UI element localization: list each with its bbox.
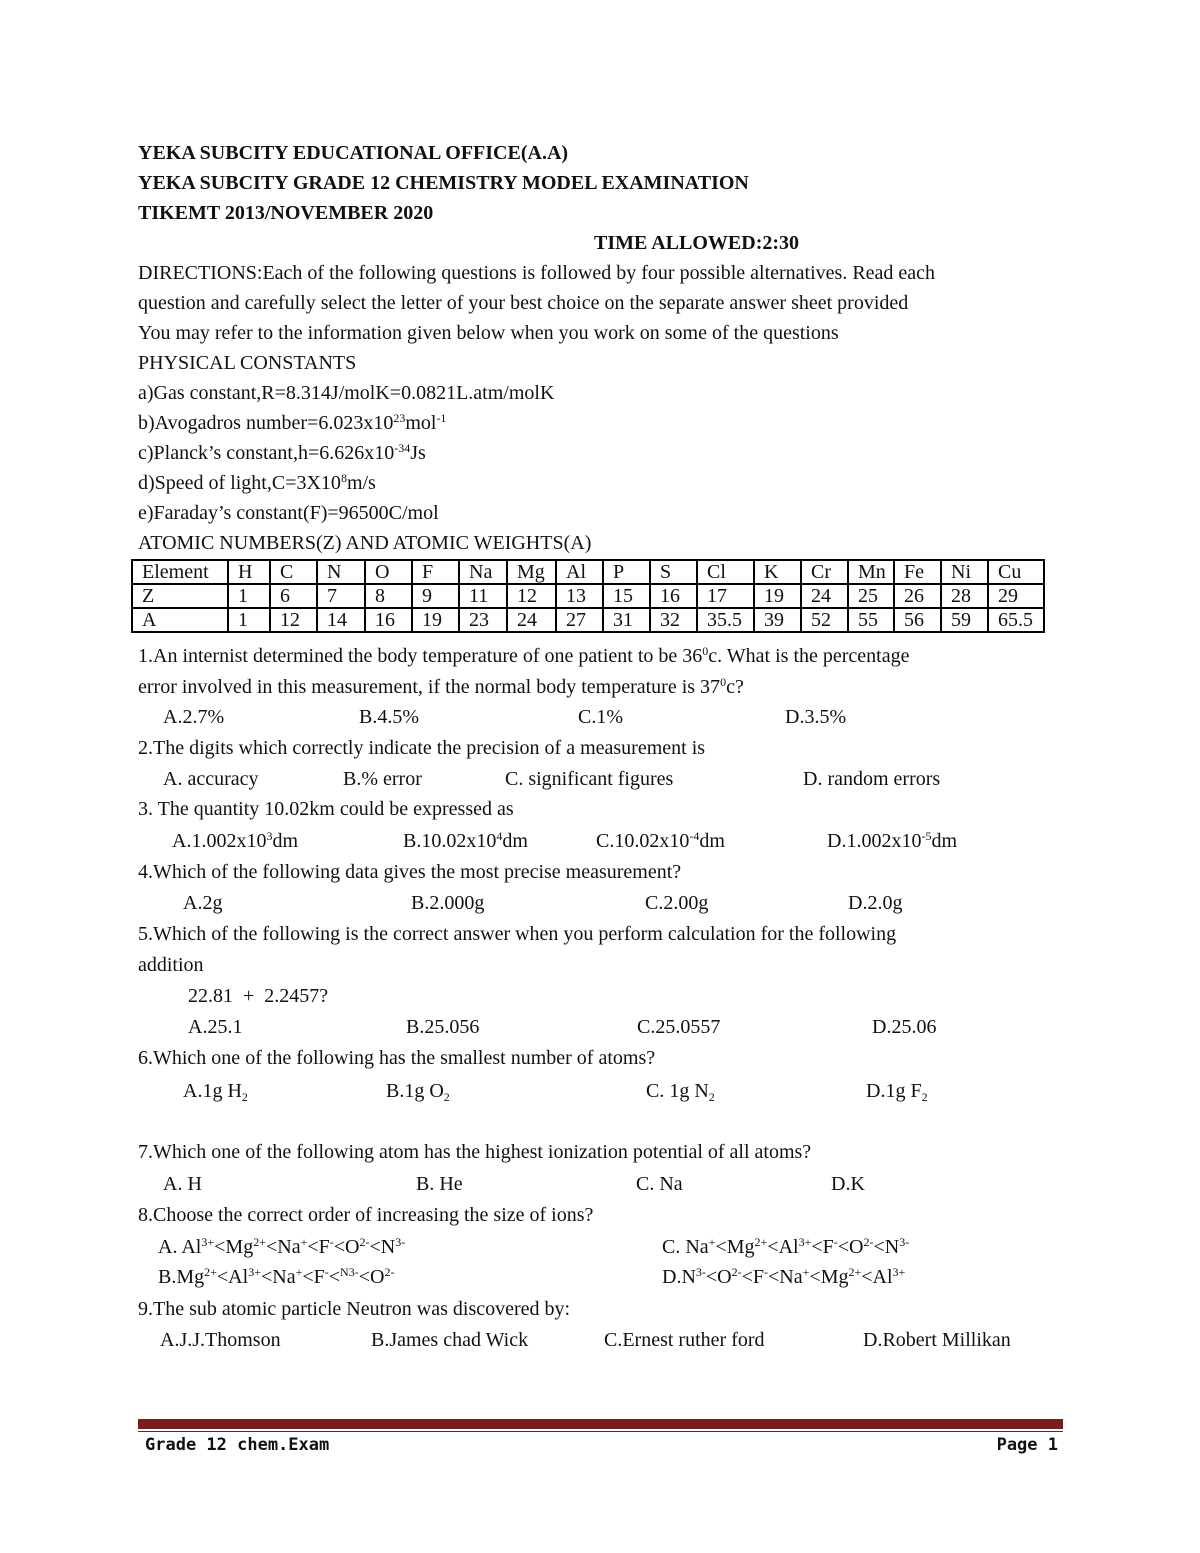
table-cell: F (412, 560, 459, 584)
table-cell: 52 (801, 608, 848, 632)
q5-option-b[interactable]: B.25.056 (406, 1016, 480, 1038)
q8-text: 8.Choose the correct order of increasing the size of ions? (138, 1204, 594, 1226)
q3-option-c[interactable]: $C.10.02x10^{-4}dm$ (596, 829, 725, 852)
constant-faraday: e)Faraday’s constant(F)=96500C/mol (138, 502, 439, 524)
footer-rule (138, 1419, 1063, 1429)
q3-option-d[interactable]: $D.1.002x10^{-5}dm$ (827, 829, 958, 852)
table-cell: 6 (270, 584, 317, 608)
table-cell: 26 (894, 584, 941, 608)
table-cell: 35.5 (697, 608, 754, 632)
table-cell: 7 (317, 584, 365, 608)
q6-option-c[interactable]: C. 1g $N_2$ (646, 1080, 715, 1104)
q6-option-a[interactable]: A.1g $H_2$ (183, 1080, 248, 1104)
q7-option-d[interactable]: D.K (831, 1173, 865, 1195)
directions-line3: You may refer to the information given below when you work on some of the questions (138, 322, 839, 344)
table-row (132, 560, 1044, 584)
q5-option-c[interactable]: C.25.0557 (637, 1016, 721, 1038)
table-cell: 12 (270, 608, 317, 632)
q4-option-b[interactable]: B.2.000g (411, 892, 485, 914)
q2-text: 2.The digits which correctly indicate the precision of a measurement is (138, 737, 706, 759)
table-cell: Mn (848, 560, 894, 584)
table-cell: Cr (801, 560, 848, 584)
table-cell: S (650, 560, 697, 584)
q8-option-b[interactable]: $B.Mg^{2+}<Al^{3+}<Na^+<F^-<^{N3-}<O^{2-}$ (158, 1265, 395, 1288)
q1-option-c[interactable]: C.1% (578, 706, 623, 728)
table-cell: 25 (848, 584, 894, 608)
header-office: YEKA SUBCITY EDUCATIONAL OFFICE(A.A) (138, 142, 569, 164)
footer-left: Grade 12 chem.Exam (145, 1435, 330, 1455)
footer-rule-thin (138, 1431, 1063, 1432)
constants-title: PHYSICAL CONSTANTS (138, 352, 357, 374)
time-allowed: TIME ALLOWED:2:30 (594, 232, 800, 254)
table-cell: C (270, 560, 317, 584)
table-cell: 16 (365, 608, 412, 632)
table-cell: Cl (697, 560, 754, 584)
table-cell: K (754, 560, 801, 584)
table-row (132, 608, 1044, 632)
table-cell: 19 (412, 608, 459, 632)
table-row-header: Z (132, 584, 228, 608)
q1-text-line2: error involved in this measurement, if the normal body temperature is $37^0c$? (138, 675, 744, 698)
table-cell: 11 (459, 584, 507, 608)
table-cell: 23 (459, 608, 507, 632)
q5-text-line2: addition (138, 954, 204, 976)
constant-light: d)Speed of $light,C=3X10^8m/s$ (138, 471, 376, 494)
table-cell: Fe (894, 560, 941, 584)
table-cell: 32 (650, 608, 697, 632)
table-cell: 13 (556, 584, 603, 608)
table-cell: Al (556, 560, 603, 584)
q3-option-a[interactable]: $A.1.002x10^3dm$ (172, 829, 299, 852)
constant-avogadro: b)Avogadros $number=6.023x10^{23}mol^{-1}$ (138, 411, 447, 434)
header-date: TIKEMT 2013/NOVEMBER 2020 (138, 202, 434, 224)
q9-option-a[interactable]: A.J.J.Thomson (160, 1329, 281, 1351)
table-cell: Na (459, 560, 507, 584)
table-cell: 29 (988, 584, 1044, 608)
directions-line2: question and carefully select the letter of your best choice on the separate answer sheet provided (138, 292, 909, 314)
q1-option-b[interactable]: B.4.5% (359, 706, 419, 728)
table-cell: 65.5 (988, 608, 1044, 632)
table-cell: P (603, 560, 650, 584)
table-cell: 8 (365, 584, 412, 608)
q4-option-a[interactable]: A.2g (183, 892, 223, 914)
table-cell: 24 (507, 608, 556, 632)
q5-expression: 22.81 + 2.2457? (188, 985, 329, 1007)
table-cell: 56 (894, 608, 941, 632)
table-row-header: A (132, 608, 228, 632)
q8-option-a[interactable]: A. $Al^{3+}<Mg^{2+}<Na^+<F^-<O^{2-}<N^{3-}$ (158, 1235, 406, 1258)
table-cell: Cu (988, 560, 1044, 584)
atomic-table (131, 559, 1045, 633)
q2-option-b[interactable]: B.% error (343, 768, 422, 790)
q6-option-d[interactable]: D.1g $F_2$ (866, 1080, 928, 1104)
q5-text-line1: 5.Which of the following is the correct answer when you perform calculation for the following (138, 923, 897, 945)
q6-option-b[interactable]: B.1g $O_2$ (386, 1080, 450, 1104)
constant-planck: c)Planck’s $constant,h=6.626x10^{-34}Js$ (138, 441, 426, 464)
q6-text: 6.Which one of the following has the smallest number of atoms? (138, 1047, 656, 1069)
q7-option-c[interactable]: C. Na (636, 1173, 683, 1195)
q4-option-c[interactable]: C.2.00g (645, 892, 709, 914)
q4-text: 4.Which of the following data gives the most precise measurement? (138, 861, 682, 883)
table-cell: Mg (507, 560, 556, 584)
q7-option-a[interactable]: A. H (163, 1173, 202, 1195)
q2-option-d[interactable]: D. random errors (803, 768, 941, 790)
q7-text: 7.Which one of the following atom has the highest ionization potential of all atoms? (138, 1141, 812, 1163)
q1-option-a[interactable]: A.2.7% (163, 706, 225, 728)
q4-option-d[interactable]: D.2.0g (848, 892, 903, 914)
table-cell: 9 (412, 584, 459, 608)
q3-text: 3. The quantity 10.02km could be expressed as (138, 798, 514, 820)
q1-text-line1: 1.An internist determined the body temperature of one patient to be $36^0c$. What is the percentage (138, 644, 910, 667)
table-cell: 17 (697, 584, 754, 608)
table-cell: N (317, 560, 365, 584)
q3-option-b[interactable]: $B.10.02x10^4dm$ (403, 829, 528, 852)
table-cell: 24 (801, 584, 848, 608)
table-cell: 55 (848, 608, 894, 632)
q2-option-c[interactable]: C. significant figures (505, 768, 674, 790)
q9-text: 9.The sub atomic particle Neutron was discovered by: (138, 1298, 571, 1320)
q2-option-a[interactable]: A. accuracy (163, 768, 259, 790)
table-cell: 31 (603, 608, 650, 632)
table-cell: 39 (754, 608, 801, 632)
table-cell: 59 (941, 608, 988, 632)
table-cell: 14 (317, 608, 365, 632)
q9-option-d[interactable]: D.Robert Millikan (863, 1329, 1011, 1351)
table-cell: 1 (228, 584, 270, 608)
table-row-header: Element (132, 560, 228, 584)
table-cell: Ni (941, 560, 988, 584)
q9-option-b[interactable]: B.James chad Wick (371, 1329, 529, 1351)
table-row (132, 584, 1044, 608)
q8-option-d[interactable]: $D.N^{3-}<O^{2-}<F^-<Na^+<Mg^{2+}<Al^{3+}$ (662, 1265, 906, 1288)
q5-option-a[interactable]: A.25.1 (188, 1016, 243, 1038)
table-cell: 16 (650, 584, 697, 608)
table-cell: 15 (603, 584, 650, 608)
table-title: ATOMIC NUMBERS(Z) AND ATOMIC WEIGHTS(A) (138, 532, 592, 554)
directions-line1: DIRECTIONS:Each of the following questions is followed by four possible alternatives. Read each (138, 262, 936, 284)
table-cell: 27 (556, 608, 603, 632)
q8-option-c[interactable]: C. $Na^+<Mg^{2+}<Al^{3+}<F^-<O^{2-}<N^{3-}$ (662, 1235, 910, 1258)
table-cell: 12 (507, 584, 556, 608)
header-exam-title: YEKA SUBCITY GRADE 12 CHEMISTRY MODEL EXAMINATION (138, 172, 749, 194)
table-cell: 28 (941, 584, 988, 608)
constant-gas: a)Gas constant,R=8.314J/molK=0.0821L.atm/molK (138, 382, 555, 404)
q5-option-d[interactable]: D.25.06 (872, 1016, 937, 1038)
table-cell: O (365, 560, 412, 584)
table-cell: H (228, 560, 270, 584)
table-cell: 19 (754, 584, 801, 608)
footer-page-number: Page 1 (996, 1435, 1058, 1455)
q7-option-b[interactable]: B. He (416, 1173, 463, 1195)
q9-option-c[interactable]: C.Ernest ruther ford (604, 1329, 765, 1351)
table-cell: 1 (228, 608, 270, 632)
q1-option-d[interactable]: D.3.5% (785, 706, 847, 728)
